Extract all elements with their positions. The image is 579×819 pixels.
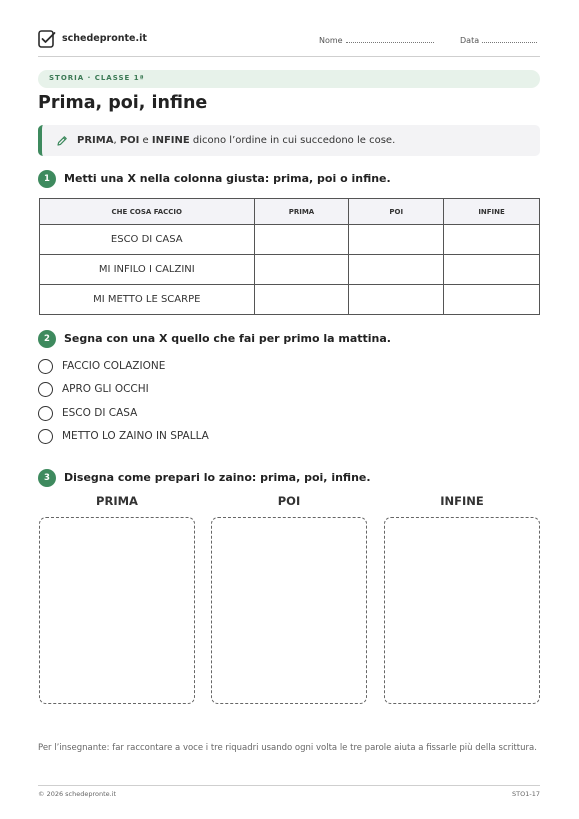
drawing-box-poi[interactable] xyxy=(211,517,367,704)
note-sep: , xyxy=(113,135,120,146)
radio-circle[interactable] xyxy=(38,406,53,421)
name-field[interactable] xyxy=(319,35,434,45)
action-cell: MI INFILO I CALZINI xyxy=(40,255,255,285)
answer-cell-poi[interactable] xyxy=(349,285,444,315)
note-word-infine: INFINE xyxy=(151,135,190,146)
question-number: 2 xyxy=(38,330,56,348)
answer-cell-poi[interactable] xyxy=(349,225,444,255)
answer-cell-poi[interactable] xyxy=(349,255,444,285)
sequence-table xyxy=(39,198,540,315)
header xyxy=(38,30,540,54)
question-number: 1 xyxy=(38,170,56,188)
table-header-row xyxy=(40,199,540,225)
question-text: Disegna come prepari lo zaino: prima, poi, infine. xyxy=(64,471,371,484)
answer-cell-prima[interactable] xyxy=(254,225,349,255)
table-row xyxy=(40,285,540,315)
action-cell: ESCO DI CASA xyxy=(40,225,255,255)
footer-divider xyxy=(38,785,540,786)
name-label: Nome xyxy=(319,36,343,45)
footer-code: STO1-17 xyxy=(512,790,540,798)
answer-cell-infine[interactable] xyxy=(444,285,540,315)
answer-cell-infine[interactable] xyxy=(444,225,540,255)
box-label-infine: INFINE xyxy=(440,494,484,508)
page-title: Prima, poi, infine xyxy=(38,93,208,113)
option-label: METTO LO ZAINO IN SPALLA xyxy=(62,429,209,442)
note-word-prima: PRIMA xyxy=(77,135,114,146)
header-divider xyxy=(38,56,540,57)
note-rest: dicono l’ordine in cui succedono le cose. xyxy=(189,135,396,146)
question-text: Metti una X nella colonna giusta: prima, poi o infine. xyxy=(64,172,391,185)
action-cell: MI METTO LE SCARPE xyxy=(40,285,255,315)
site-name: schedepronte.it xyxy=(62,33,147,44)
pencil-icon xyxy=(56,135,68,147)
answer-cell-prima[interactable] xyxy=(254,255,349,285)
answer-cell-prima[interactable] xyxy=(254,285,349,315)
info-note xyxy=(38,125,540,156)
subject-badge xyxy=(38,70,540,88)
subject-label: STORIA · CLASSE 1ª xyxy=(49,74,145,82)
radio-circle[interactable] xyxy=(38,429,53,444)
option-label: APRO GLI OCCHI xyxy=(62,383,149,396)
checklist-icon xyxy=(38,30,56,48)
table-row xyxy=(40,225,540,255)
drawing-box-infine[interactable] xyxy=(384,517,540,704)
question-text: Segna con una X quello che fai per primo la mattina. xyxy=(64,332,391,345)
answer-cell-infine[interactable] xyxy=(444,255,540,285)
date-field[interactable] xyxy=(460,35,537,45)
note-text xyxy=(77,135,395,146)
table-row xyxy=(40,255,540,285)
option-label: FACCIO COLAZIONE xyxy=(62,360,166,372)
radio-circle[interactable] xyxy=(38,382,53,397)
column-header: INFINE xyxy=(444,199,540,225)
footer-copyright: © 2026 schedepronte.it xyxy=(38,790,117,798)
column-header: POI xyxy=(349,199,444,225)
teacher-note: Per l’insegnante: far raccontare a voce i tre riquadri usando ogni volta le tre parole aiuta a fissarle più della scrittura. xyxy=(38,743,537,753)
note-word-poi: POI xyxy=(119,135,140,146)
box-label-poi: POI xyxy=(277,494,301,508)
note-sep: e xyxy=(139,135,152,146)
drawing-box-prima[interactable] xyxy=(39,517,195,704)
box-label-prima: PRIMA xyxy=(96,494,138,508)
radio-circle[interactable] xyxy=(38,359,53,374)
column-header: CHE COSA FACCIO xyxy=(40,199,255,225)
option-label: ESCO DI CASA xyxy=(62,406,138,419)
date-label: Data xyxy=(460,36,480,45)
column-header: PRIMA xyxy=(254,199,349,225)
question-number: 3 xyxy=(38,469,56,487)
